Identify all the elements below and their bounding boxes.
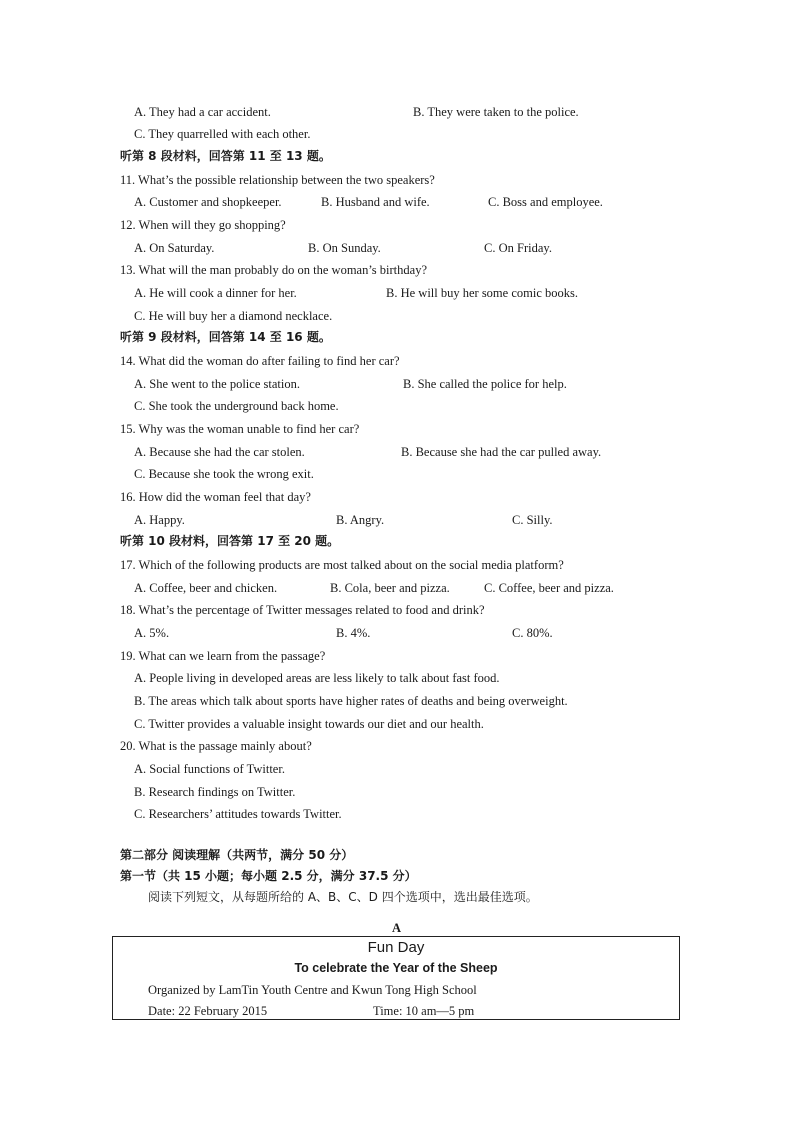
text-line: B. He will buy her some comic books.	[386, 286, 578, 300]
text-line: 第一节（共 15 小题；每小题 2.5 分，满分 37.5 分）	[120, 869, 417, 883]
notice-subtitle: To celebrate the Year of the Sheep	[294, 961, 498, 975]
text-line: B. Because she had the car pulled away.	[401, 445, 602, 459]
text-line: C. Because she took the wrong exit.	[134, 467, 314, 481]
text-line: 11. What’s the possible relationship between the two speakers?	[120, 173, 435, 187]
text-line: C. She took the underground back home.	[134, 399, 339, 413]
text-line: C. 80%.	[512, 626, 553, 640]
text-line: C. Boss and employee.	[488, 195, 603, 209]
text-line: A. He will cook a dinner for her.	[134, 286, 297, 300]
text-line: 16. How did the woman feel that day?	[120, 490, 311, 504]
notice-title: Fun Day	[367, 939, 425, 956]
text-line: A. Coffee, beer and chicken.	[134, 581, 278, 595]
text-line: C. Coffee, beer and pizza.	[484, 581, 614, 595]
text-line: A. Customer and shopkeeper.	[134, 195, 282, 209]
text-line: C. He will buy her a diamond necklace.	[134, 309, 333, 323]
text-line: 15. Why was the woman unable to find her car?	[120, 422, 360, 436]
text-line: A. She went to the police station.	[134, 377, 300, 391]
text-line: C. Researchers’ attitudes towards Twitter.	[134, 807, 342, 821]
text-line: 听第 10 段材料，回答第 17 至 20 题。	[120, 534, 340, 548]
text-line: B. Husband and wife.	[321, 195, 430, 209]
text-line: A. Happy.	[134, 513, 185, 527]
text-line: B. 4%.	[336, 626, 371, 640]
text-line: B. They were taken to the police.	[413, 105, 579, 119]
notice-date: Date: 22 February 2015	[148, 1004, 268, 1018]
text-line: C. On Friday.	[484, 241, 552, 255]
notice-organizer: Organized by LamTin Youth Centre and Kwun Tong High School	[148, 983, 477, 997]
text-line: 19. What can we learn from the passage?	[120, 649, 326, 663]
text-line: 12. When will they go shopping?	[120, 218, 286, 232]
text-line: 17. Which of the following products are most talked about on the social media platform?	[120, 558, 564, 572]
text-line: B. Angry.	[336, 513, 385, 527]
text-line: C. Twitter provides a valuable insight towards our diet and our health.	[134, 717, 484, 731]
notice-time: Time: 10 am—5 pm	[373, 1004, 475, 1018]
text-line: C. Silly.	[512, 513, 553, 527]
text-line: A. Social functions of Twitter.	[134, 762, 285, 776]
text-line: 第二部分 阅读理解（共两节，满分 50 分）	[120, 848, 354, 862]
text-line: 14. What did the woman do after failing to find her car?	[120, 354, 400, 368]
fun-day-notice	[112, 936, 680, 1020]
text-line: 20. What is the passage mainly about?	[120, 739, 312, 753]
text-line: A. 5%.	[134, 626, 170, 640]
text-line: 阅读下列短文，从每题所给的 A、B、C、D 四个选项中，选出最佳选项。	[148, 890, 538, 904]
text-line: 18. What’s the percentage of Twitter messages related to food and drink?	[120, 603, 485, 617]
text-line: A. On Saturday.	[134, 241, 215, 255]
text-line: A. They had a car accident.	[134, 105, 271, 119]
text-line: 13. What will the man probably do on the woman’s birthday?	[120, 263, 428, 277]
text-line: 听第 8 段材料，回答第 11 至 13 题。	[120, 149, 331, 163]
text-line: A. People living in developed areas are less likely to talk about fast food.	[134, 671, 500, 685]
text-line: B. She called the police for help.	[403, 377, 567, 391]
text-line: B. The areas which talk about sports have higher rates of deaths and being overweight.	[134, 694, 568, 708]
text-line: C. They quarrelled with each other.	[134, 127, 311, 141]
text-line: B. Cola, beer and pizza.	[330, 581, 450, 595]
text-line: A	[392, 921, 402, 935]
text-line: 听第 9 段材料，回答第 14 至 16 题。	[120, 330, 331, 344]
text-line: B. Research findings on Twitter.	[134, 785, 296, 799]
text-line: A. Because she had the car stolen.	[134, 445, 305, 459]
text-line: B. On Sunday.	[308, 241, 381, 255]
